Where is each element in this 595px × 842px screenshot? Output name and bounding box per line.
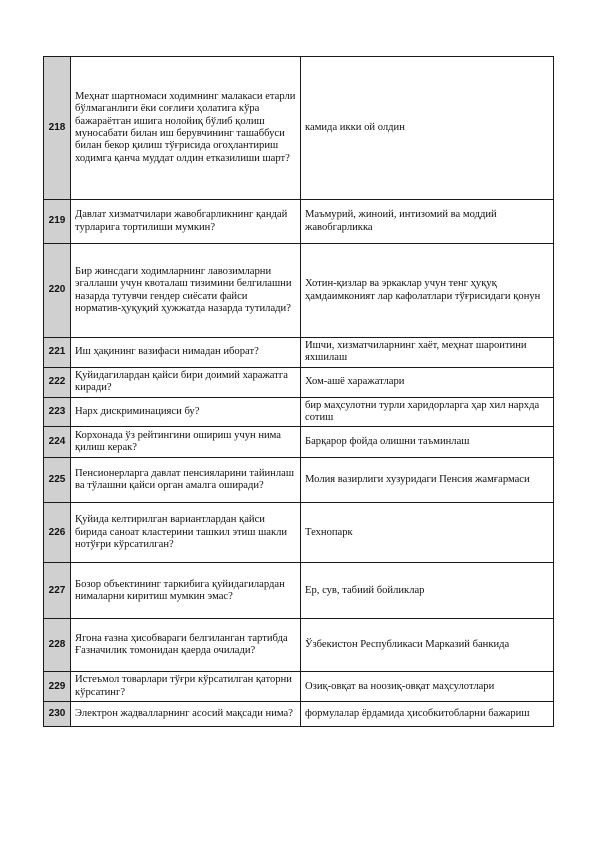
question-cell: Электрон жадвалларнинг асосий мақсади нима?: [71, 702, 301, 727]
question-cell: Истеъмол товарлари тўғри кўрсатилган қаторни кўрсатинг?: [71, 672, 301, 702]
table-row: [44, 458, 554, 503]
row-number: 225: [44, 458, 71, 503]
answer-cell: Ишчи, хизматчиларнинг хаёт, меҳнат шароитини яхшилаш: [301, 338, 554, 368]
answer-cell: Маъмурий, жиноий, интизомий ва моддий жавобгарликка: [301, 200, 554, 244]
question-cell: Пенсионерларга давлат пенсияларини тайинлаш ва тўлашни қайси орган амалга оширади?: [71, 458, 301, 503]
answer-cell: Барқарор фойда олишни таъминлаш: [301, 427, 554, 458]
row-number: 220: [44, 244, 71, 338]
answer-cell: формулалар ёрдамида ҳисобкитобларни бажариш: [301, 702, 554, 727]
question-cell: Бозор объектининг таркибига қуйидагилардан нималарни киритиш мумкин эмас?: [71, 563, 301, 619]
row-number: 221: [44, 338, 71, 368]
table-row: [44, 563, 554, 619]
table-row: [44, 619, 554, 672]
question-cell: Бир жинсдаги ходимларнинг лавозимларни эгаллаши учун квоталаш тизимини белгилашни назарда тутувчи гендер сиёсати файси норматив-ҳуқуқий ҳужжатда назарда тутилади?: [71, 244, 301, 338]
row-number: 224: [44, 427, 71, 458]
answer-cell: Хом-ашё харажатлари: [301, 367, 554, 397]
answer-cell: бир маҳсулотни турли харидорларга ҳар хил нархда сотиш: [301, 397, 554, 427]
question-cell: Корхонада ўз рейтингини ошириш учун нима қилиш керак?: [71, 427, 301, 458]
question-cell: Давлат хизматчилари жавобгарликнинг қандай турларига тортилиши мумкин?: [71, 200, 301, 244]
question-cell: Нарх дискриминацияси бу?: [71, 397, 301, 427]
table-row: [44, 672, 554, 702]
row-number: 229: [44, 672, 71, 702]
table-row: [44, 503, 554, 563]
table-row: [44, 397, 554, 427]
row-number: 227: [44, 563, 71, 619]
qa-table: [43, 56, 554, 727]
answer-cell: Ўзбекистон Республикаси Марказий банкида: [301, 619, 554, 672]
answer-cell: Молия вазирлиги хузуридаги Пенсия жамғармаси: [301, 458, 554, 503]
table-row: [44, 702, 554, 727]
row-number: 219: [44, 200, 71, 244]
question-cell: Иш ҳақининг вазифаси нимадан иборат?: [71, 338, 301, 368]
row-number: 230: [44, 702, 71, 727]
table-row: [44, 200, 554, 244]
row-number: 228: [44, 619, 71, 672]
answer-cell: Технопарк: [301, 503, 554, 563]
table-row: [44, 338, 554, 368]
table-row: [44, 57, 554, 200]
row-number: 223: [44, 397, 71, 427]
question-cell: Қуйида келтирилган вариантлардан қайси бирида саноат кластерини ташкил этиш шакли нотўғри кўрсатилган?: [71, 503, 301, 563]
answer-cell: Хотин-қизлар ва эркаклар учун тенг ҳуқуқ ҳамдаимконият лар кафолатлари тўғрисидаги қонун: [301, 244, 554, 338]
answer-cell: Озиқ-овқат ва ноозиқ-овқат маҳсулотлари: [301, 672, 554, 702]
row-number: 226: [44, 503, 71, 563]
question-cell: Ягона ғазна ҳисобвараги белгиланган тартибда Ғазначилик томонидан қаерда очилади?: [71, 619, 301, 672]
table-row: [44, 244, 554, 338]
row-number: 218: [44, 57, 71, 200]
table-row: [44, 427, 554, 458]
answer-cell: Ер, сув, табиий бойликлар: [301, 563, 554, 619]
question-cell: Меҳнат шартномаси ходимнинг малакаси етарли бўлмаганлиги ёки соғлиғи ҳолатига кўра бажараётган ишига нолойиқ бўлиб қолиш муносабати билан иш берувчининг ташаббуси билан бекор қилиш тўғрисида огоҳлантириш ходимга қанча муддат олдин етказилиши шарт?: [71, 57, 301, 200]
table-row: [44, 367, 554, 397]
row-number: 222: [44, 367, 71, 397]
answer-cell: камида икки ой олдин: [301, 57, 554, 200]
question-cell: Қуйидагилардан қайси бири доимий харажатга киради?: [71, 367, 301, 397]
